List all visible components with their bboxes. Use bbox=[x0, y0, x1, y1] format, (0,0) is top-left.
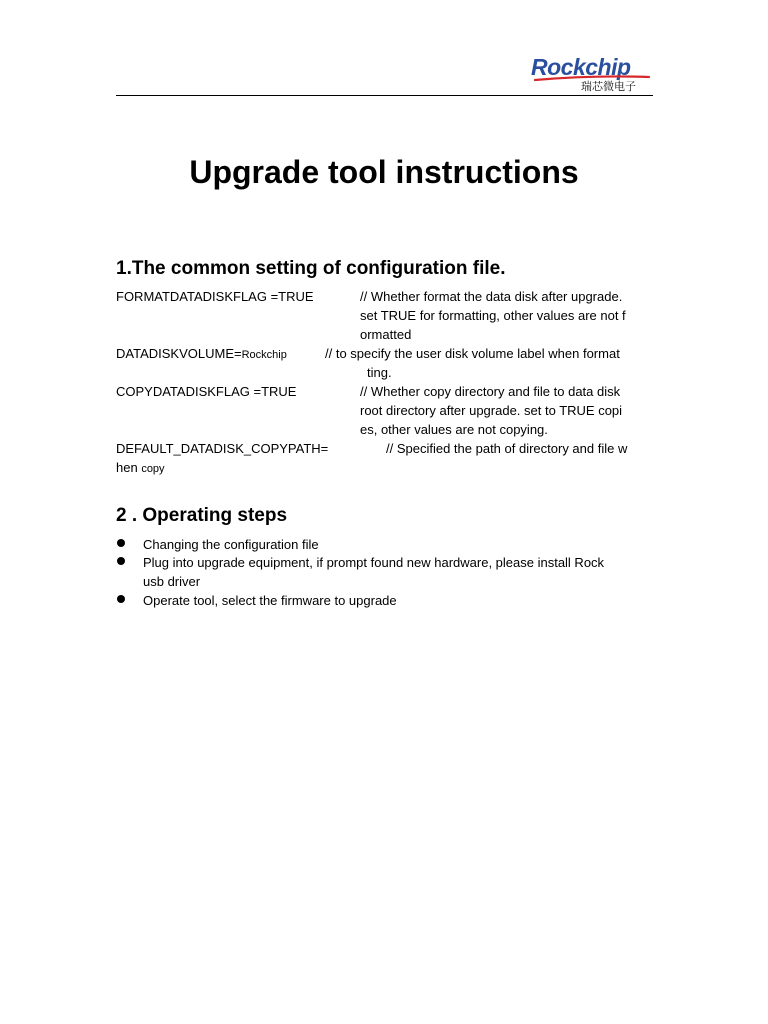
setting-comment-line: // Whether copy directory and file to data disk bbox=[360, 384, 621, 399]
setting-comment-line: es, other values are not copying. bbox=[360, 422, 548, 437]
setting-comment-line: set TRUE for formatting, other values are not f bbox=[360, 308, 626, 323]
step-item: Operate tool, select the firmware to upgrade bbox=[143, 593, 397, 608]
setting-comment-wrap bbox=[116, 458, 165, 479]
setting-comment-line: // Whether format the data disk after upgrade. bbox=[360, 289, 623, 304]
rockchip-logo bbox=[531, 54, 655, 94]
page-title: Upgrade tool instructions bbox=[189, 154, 579, 190]
bullet-icon bbox=[117, 539, 125, 547]
setting-key-prefix: DATADISKVOLUME= bbox=[116, 346, 242, 361]
setting-comment-line: ormatted bbox=[360, 327, 412, 342]
step-item: Changing the configuration file bbox=[143, 537, 319, 552]
setting-key-copydatadiskflag: COPYDATADISKFLAG =TRUE bbox=[116, 384, 297, 399]
setting-comment-line: // Specified the path of directory and file w bbox=[386, 441, 628, 456]
setting-key-default-datadisk-copypath: DEFAULT_DATADISK_COPYPATH= bbox=[116, 441, 329, 456]
logo-subtitle: 瑞芯微电子 bbox=[581, 80, 636, 93]
bullet-icon bbox=[117, 557, 125, 565]
setting-comment-wrap-small: copy bbox=[141, 463, 165, 475]
setting-comment-wrap-prefix: hen bbox=[116, 460, 142, 475]
section-heading-operating-steps: 2 . Operating steps bbox=[116, 505, 288, 526]
bullet-icon bbox=[117, 595, 125, 603]
setting-key-value: Rockchip bbox=[241, 349, 287, 361]
setting-comment-line: ting. bbox=[367, 365, 392, 380]
setting-comment-line: // to specify the user disk volume label when format bbox=[325, 346, 620, 361]
step-item-continuation: usb driver bbox=[143, 574, 201, 589]
setting-key-formatdatadiskflag: FORMATDATADISKFLAG =TRUE bbox=[116, 289, 314, 304]
logo-wordmark: Rockchip bbox=[531, 54, 631, 80]
setting-comment-line: root directory after upgrade. set to TRUE copi bbox=[360, 403, 623, 418]
setting-key-datadiskvolume bbox=[116, 344, 287, 365]
step-item: Plug into upgrade equipment, if prompt found new hardware, please install Rock bbox=[143, 555, 605, 570]
header-divider bbox=[116, 95, 653, 96]
section-heading-configuration: 1.The common setting of configuration file. bbox=[116, 258, 506, 279]
